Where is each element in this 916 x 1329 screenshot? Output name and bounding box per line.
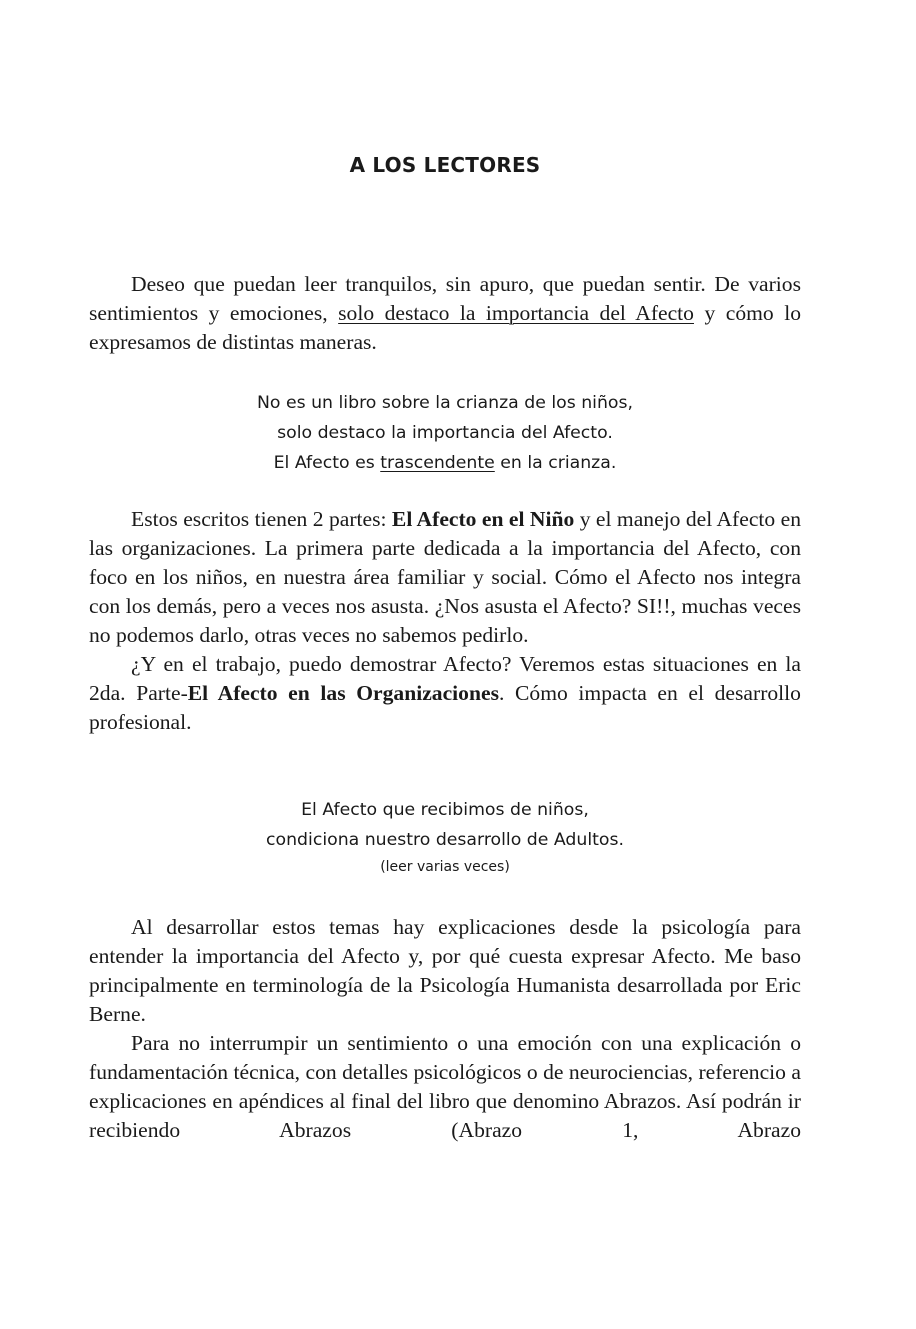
intro-underlined-text: solo destaco la importancia del Afecto [338,301,694,325]
parts-text-a: Estos escritos tienen 2 partes: [131,507,392,531]
parts-paragraph [89,505,801,650]
quote1-line3-a: El Afecto es [273,453,381,473]
quote2-line1: El Afecto que recibimos de niños, [301,800,589,820]
psychology-paragraph: Al desarrollar estos temas hay explicaciones desde la psicología para entender la importancia del Afecto y, por qué cuesta expresar Afecto. Me baso principalmente en terminología de la Psicología Humanista desarrollada por Eric Berne. [89,915,801,1026]
quote2-line2: condiciona nuestro desarrollo de Adultos. [266,830,624,850]
intro-paragraph [89,270,801,357]
quote1-line3 [89,448,801,478]
intro-text-a: Deseo que puedan leer tranquilos, sin apuro, que puedan sentir. De varios sentimientos y emociones, [89,272,801,325]
abrazos-paragraph: Para no interrumpir un sentimiento o una emoción con una explicación o fundamentación técnica, con detalles psicológicos o de neurociencias, referencio a explicaciones en apéndices al final del libro que denomino Abrazos. Así podrán ir recibiendo Abrazos (Abrazo 1, Abrazo [89,1031,801,1142]
intro-text-b: y cómo lo expresamos de distintas maneras. [89,301,802,354]
work-text-b: . Cómo impacta en el desarrollo profesional. [89,681,801,734]
quote1-underlined-word: trascendente [380,453,495,473]
parts-paragraph-block [89,505,801,737]
explanation-block [89,913,801,1145]
quote-block-1 [89,388,801,478]
page-title: A LOS LECTORES [349,153,541,177]
parts-text-b: y el manejo del Afecto en las organizaciones. La primera parte dedicada a la importancia del Afecto, con foco en los niños, en nuestra área familiar y social. Cómo el Afecto nos integra con los demás, pero a veces nos asusta. ¿Nos asusta el Afecto? SI!!, muchas veces no podemos darlo, otras veces no sabemos pedirlo. [89,507,802,647]
quote-block-2 [89,795,801,877]
work-paragraph [89,650,801,737]
quote1-line3-b: en la crianza. [494,453,617,473]
quote2-note: (leer varias veces) [380,859,510,875]
part2-title: El Afecto en las Organizaciones [187,681,499,705]
part1-title: El Afecto en el Niño [391,507,575,531]
quote1-line2: solo destaco la importancia del Afecto. [277,423,613,443]
work-text-a: ¿Y en el trabajo, puedo demostrar Afecto? Veremos estas situaciones en la 2da. Parte- [89,652,801,705]
quote1-line1: No es un libro sobre la crianza de los niños, [256,393,633,413]
